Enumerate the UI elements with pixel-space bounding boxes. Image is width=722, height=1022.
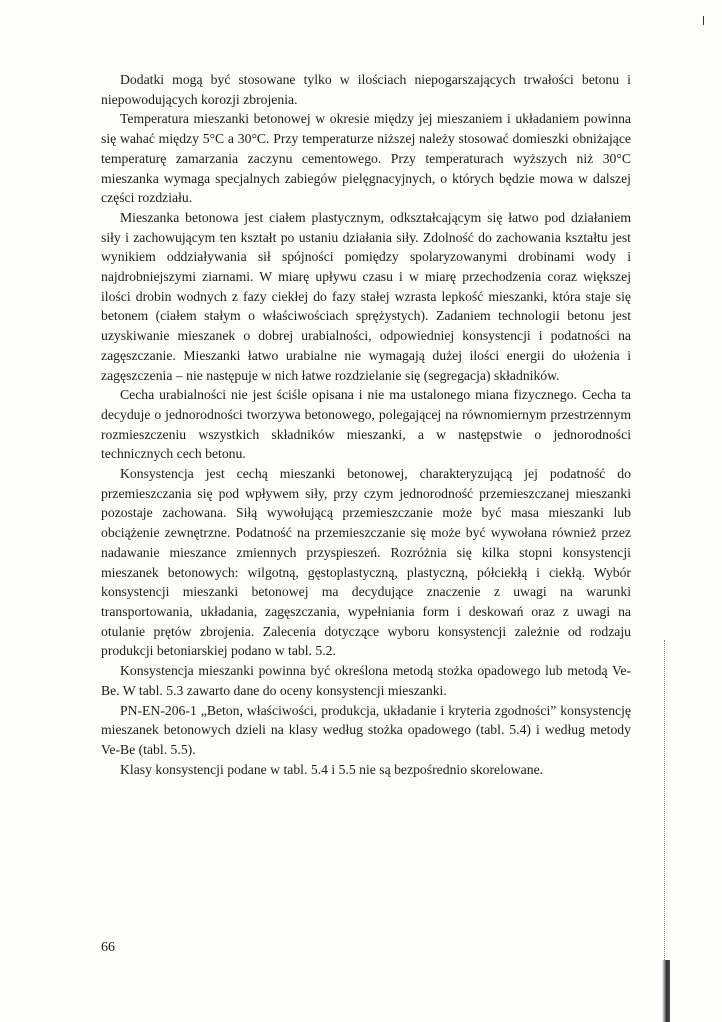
paragraph-consistency-method: Konsystencja mieszanki powinna być określona metodą stożka opadowego lub metodą Ve-Be. W tabl. 5.3 zawarto dane do oceny konsystencji mieszanki. (101, 663, 631, 698)
body-text (101, 70, 631, 779)
paragraph-admixtures: Dodatki mogą być stosowane tylko w ilościach niepogarszających trwałości betonu i niepowodujących korozji zbrojenia. (101, 72, 631, 107)
scan-corner-mark (703, 16, 704, 25)
paragraph-temperature: Temperatura mieszanki betonowej w okresie między jej mieszaniem i układaniem powinna się wahać między 5°C a 30°C. Przy temperaturze niższej należy stosować domieszki obniżające temperaturę zamarzania zaczynu cementowego. Przy temperaturach wyższych niż 30°C mieszanka wymaga specjalnych zabiegów pielęgnacyjnych, o których będzie mowa w dalszej części rozdziału. (101, 111, 631, 206)
paragraph-classes: Klasy konsystencji podane w tabl. 5.4 i 5.5 nie są bezpośrednio skorelowane. (120, 761, 544, 777)
paragraph-plasticity: Mieszanka betonowa jest ciałem plastycznym, odkształcającym się łatwo pod działaniem siły i zachowującym ten kształt po ustaniu działania siły. Zdolność do zachowania kształtu jest wynikiem oddziaływania sił spójności pomiędzy spolaryzowanymi drobinami wody i najdrobniejszymi ziarnami. W miarę upływu czasu i w miarę przechodzenia coraz większej ilości drobin wodnych z fazy ciekłej do fazy stałej wzrasta lepkość mieszanki, która staje się betonem (ciałem stałym o właściwościach sprężystych). Zadaniem technologii betonu jest uzyskiwanie mieszanek o dobrej urabialności, odpowiedniej konsystencji i podatności na zagęszczanie. Mieszanki łatwo urabialne nie wymagają dużej ilości energii do ułożenia i zagęszczenia – nie następuje w nich łatwe rozdzielanie się (segregacja) składników. (101, 209, 631, 383)
scan-edge-shadow (662, 960, 670, 1022)
paragraph-standard: PN-EN-206-1 „Beton, właściwości, produkcja, układanie i kryteria zgodności” konsystencję mieszanek betonowych dzieli na klasy według stożka opadowego (tabl. 5.4) i według metody Ve-Be (tabl. 5.5). (101, 702, 631, 757)
scan-edge-line (664, 640, 666, 960)
paragraph-consistency: Konsystencja jest cechą mieszanki betonowej, charakteryzującą jej podatność do przemieszczania się pod wpływem siły, przy czym jednorodność przemieszczanej mieszanki pozostaje zachowana. Siłą wywołującą przemieszczanie może być masa mieszanki lub obciążenie zewnętrzne. Podatność na przemieszczanie się może być wywołana również przez nadawanie mieszance zmiennych przyspieszeń. Rozróżnia się kilka stopni konsystencji mieszanek betonowych: wilgotną, gęstoplastyczną, plastyczną, półciekłą i ciekłą. Wybór konsystencji mieszanki betonowej ma decydujące znaczenie z uwagi na warunki transportowania, układania, zagęszczania, wypełniania form i deskowań oraz z uwagi na otulanie prętów zbrojenia. Zalecenia dotyczące wyboru konsystencji zależnie od rodzaju produkcji betoniarskiej podano w tabl. 5.2. (101, 466, 631, 659)
page-number: 66 (101, 940, 115, 955)
paragraph-workability: Cecha urabialności nie jest ściśle opisana i nie ma ustalonego miana fizycznego. Cecha ta decyduje o jednorodności tworzywa betonowego, polegającej na równomiernym przestrzennym rozmieszczeniu wszystkich składników mieszanki, a w następstwie o jednorodności technicznych cech betonu. (101, 387, 631, 462)
